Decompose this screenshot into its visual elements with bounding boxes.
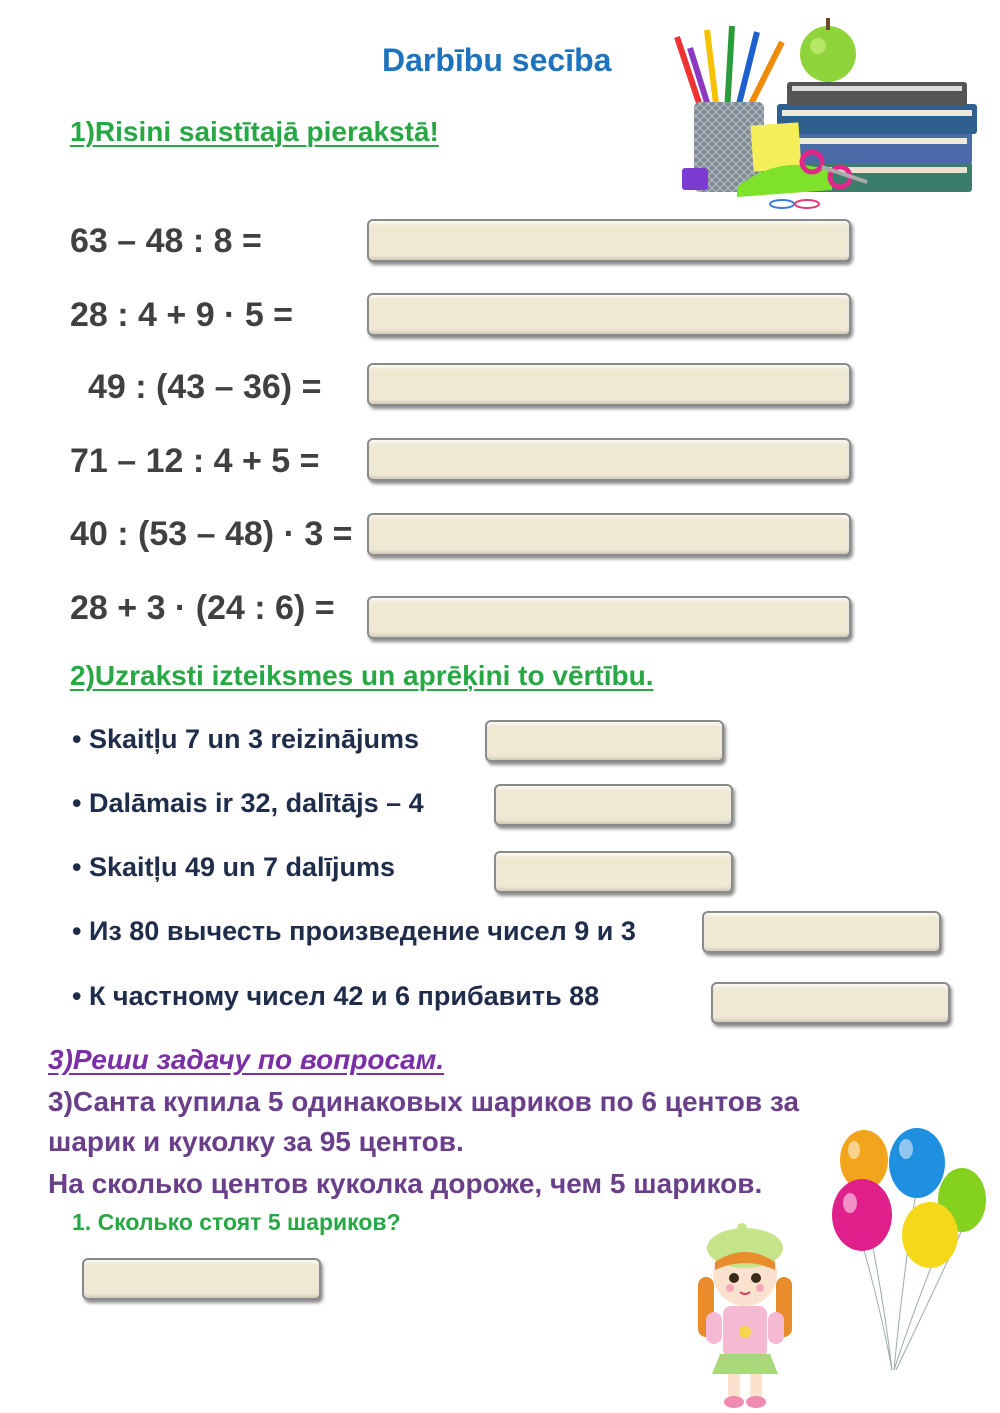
doll-image (690, 1222, 800, 1410)
bullet-answer-box-1[interactable] (485, 720, 724, 762)
expression-2: 28 : 4 + 9 · 5 = (70, 296, 294, 334)
section3-heading: 3)Реши задачу по вопросам. (48, 1044, 445, 1075)
balloons-image (822, 1115, 990, 1375)
answer-box-5[interactable] (367, 513, 851, 556)
bullet-item-3: • Skaitļu 49 un 7 dalījums (72, 852, 396, 882)
expression-1: 63 – 48 : 8 = (70, 222, 262, 260)
expression-6: 28 + 3 · (24 : 6) = (70, 589, 335, 627)
bullet-answer-box-4[interactable] (702, 911, 941, 953)
bullet-item-1: • Skaitļu 7 un 3 reizinājums (72, 724, 420, 754)
task-line-2: шарик и куколку за 95 центов. (48, 1126, 464, 1157)
school-supplies-image (632, 12, 988, 212)
bullet-item-4: • Из 80 вычесть произведение чисел 9 и 3 (72, 916, 636, 946)
task-line-3: На сколько центов куколка дороже, чем 5 шариков. (48, 1168, 763, 1199)
bullet-answer-box-3[interactable] (494, 851, 733, 893)
expression-4: 71 – 12 : 4 + 5 = (70, 442, 320, 480)
section1-heading: 1)Risini saistītajā pierakstā! (70, 116, 439, 147)
answer-box-4[interactable] (367, 438, 851, 481)
question-1: 1. Сколько стоят 5 шариков? (72, 1209, 401, 1235)
question-answer-box-1[interactable] (82, 1258, 321, 1300)
section2-heading: 2)Uzraksti izteiksmes un aprēķini to vērtību. (70, 660, 654, 691)
bullet-item-5: • К частному чисел 42 и 6 прибавить 88 (72, 981, 600, 1011)
bullet-answer-box-2[interactable] (494, 784, 733, 826)
answer-box-6[interactable] (367, 596, 851, 639)
page-title: Darbību secība (382, 42, 612, 78)
expression-5: 40 : (53 – 48) · 3 = (70, 515, 353, 553)
answer-box-2[interactable] (367, 293, 851, 336)
answer-box-3[interactable] (367, 363, 851, 406)
answer-box-1[interactable] (367, 219, 851, 262)
bullet-item-2: • Dalāmais ir 32, dalītājs – 4 (72, 788, 424, 818)
task-line-1: 3)Санта купила 5 одинаковых шариков по 6 центов за (48, 1086, 800, 1117)
bullet-answer-box-5[interactable] (711, 982, 950, 1024)
expression-3: 49 : (43 – 36) = (88, 368, 322, 406)
